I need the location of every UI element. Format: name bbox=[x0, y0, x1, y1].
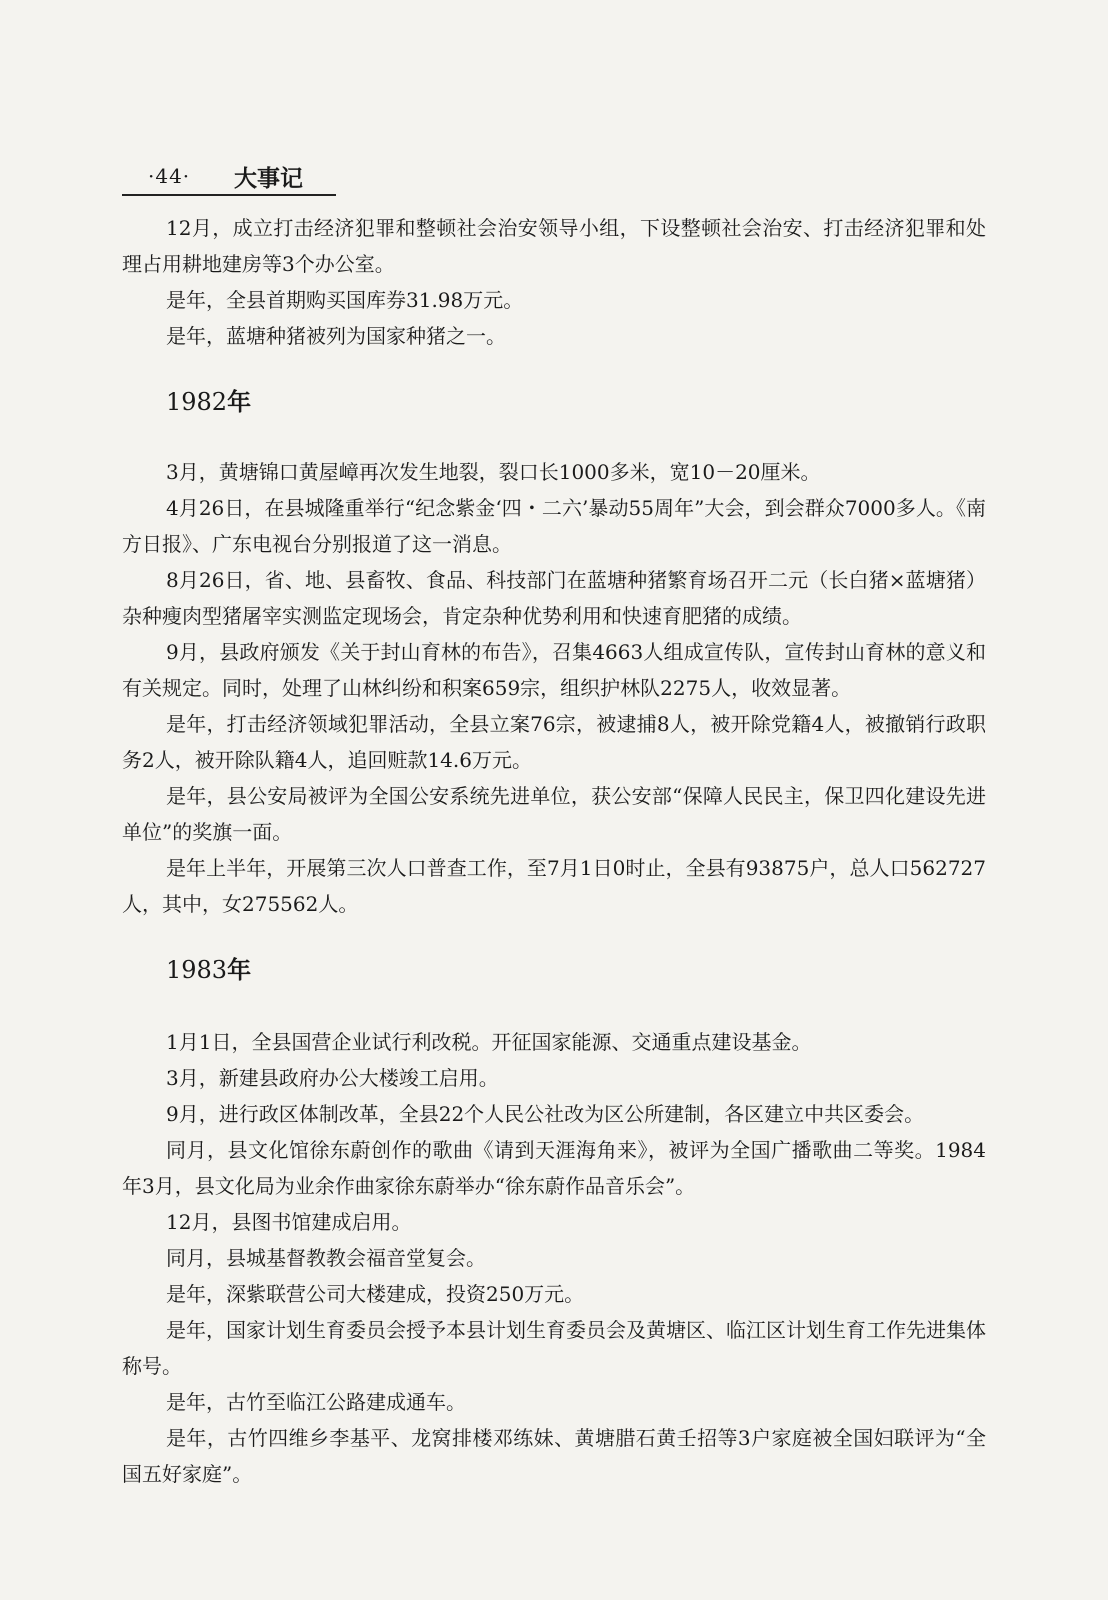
entry-paragraph: 是年，国家计划生育委员会授予本县计划生育委员会及黄塘区、临江区计划生育工作先进集体称号。 bbox=[122, 1318, 986, 1378]
entry-paragraph: 是年，全县首期购买国库券31.98万元。 bbox=[166, 288, 524, 312]
entry-paragraph: 12月，县图书馆建成启用。 bbox=[166, 1210, 412, 1234]
year-heading-1983 bbox=[122, 952, 986, 988]
page-number: ·44· bbox=[148, 164, 191, 188]
entry-paragraph: 3月，黄塘锦口黄屋嶂再次发生地裂，裂口长1000多米，宽10－20厘米。 bbox=[166, 460, 821, 484]
entry-paragraph: 12月，成立打击经济犯罪和整顿社会治安领导小组，下设整顿社会治安、打击经济犯罪和处理占用耕地建房等3个办公室。 bbox=[122, 216, 986, 276]
entry-paragraph: 4月26日，在县城隆重举行“纪念紫金‘四・二六’暴动55周年”大会，到会群众7000多人。《南方日报》、广东电视台分别报道了这一消息。 bbox=[122, 496, 986, 556]
entry-paragraph: 是年，打击经济领域犯罪活动，全县立案76宗，被逮捕8人，被开除党籍4人，被撤销行政职务2人，被开除队籍4人，追回赃款14.6万元。 bbox=[122, 712, 986, 772]
section-title: 大事记 bbox=[234, 165, 303, 192]
entry-paragraph: 是年上半年，开展第三次人口普查工作，至7月1日0时止，全县有93875户，总人口562727人，其中，女275562人。 bbox=[122, 856, 986, 916]
page-header bbox=[122, 156, 336, 196]
entry-paragraph: 同月，县城基督教教会福音堂复会。 bbox=[166, 1246, 486, 1270]
year-number: 1983 bbox=[166, 956, 228, 984]
entry-paragraph: 9月，县政府颁发《关于封山育林的布告》，召集4663人组成宣传队，宣传封山育林的意义和有关规定。同时，处理了山林纠纷和积案659宗，组织护林队2275人，收效显著。 bbox=[122, 640, 986, 700]
entry-paragraph: 是年，古竹至临江公路建成通车。 bbox=[166, 1390, 466, 1414]
entry-paragraph: 3月，新建县政府办公大楼竣工启用。 bbox=[166, 1066, 499, 1090]
entry-paragraph: 是年，古竹四维乡李基平、龙窝排楼邓练妹、黄塘腊石黄壬招等3户家庭被全国妇联评为“全国五好家庭”。 bbox=[122, 1426, 986, 1486]
entry-paragraph: 同月，县文化馆徐东蔚创作的歌曲《请到天涯海角来》，被评为全国广播歌曲二等奖。1984年3月，县文化局为业余作曲家徐东蔚举办“徐东蔚作品音乐会”。 bbox=[122, 1138, 986, 1198]
year-suffix: 年 bbox=[227, 956, 252, 984]
page-content bbox=[122, 210, 986, 1492]
entry-paragraph: 1月1日，全县国营企业试行利改税。开征国家能源、交通重点建设基金。 bbox=[166, 1030, 812, 1054]
year-suffix: 年 bbox=[227, 388, 252, 416]
year-heading-1982 bbox=[122, 384, 986, 420]
entry-paragraph: 9月，进行政区体制改革，全县22个人民公社改为区公所建制，各区建立中共区委会。 bbox=[166, 1102, 925, 1126]
year-number: 1982 bbox=[166, 388, 228, 416]
entry-paragraph: 是年，蓝塘种猪被列为国家种猪之一。 bbox=[166, 324, 506, 348]
entry-paragraph: 是年，县公安局被评为全国公安系统先进单位，获公安部“保障人民民主，保卫四化建设先进单位”的奖旗一面。 bbox=[122, 784, 986, 844]
entry-paragraph: 8月26日，省、地、县畜牧、食品、科技部门在蓝塘种猪繁育场召开二元（长白猪×蓝塘猪）杂种瘦肉型猪屠宰实测监定现场会，肯定杂种优势利用和快速育肥猪的成绩。 bbox=[122, 568, 986, 628]
entry-paragraph: 是年，深紫联营公司大楼建成，投资250万元。 bbox=[166, 1282, 585, 1306]
